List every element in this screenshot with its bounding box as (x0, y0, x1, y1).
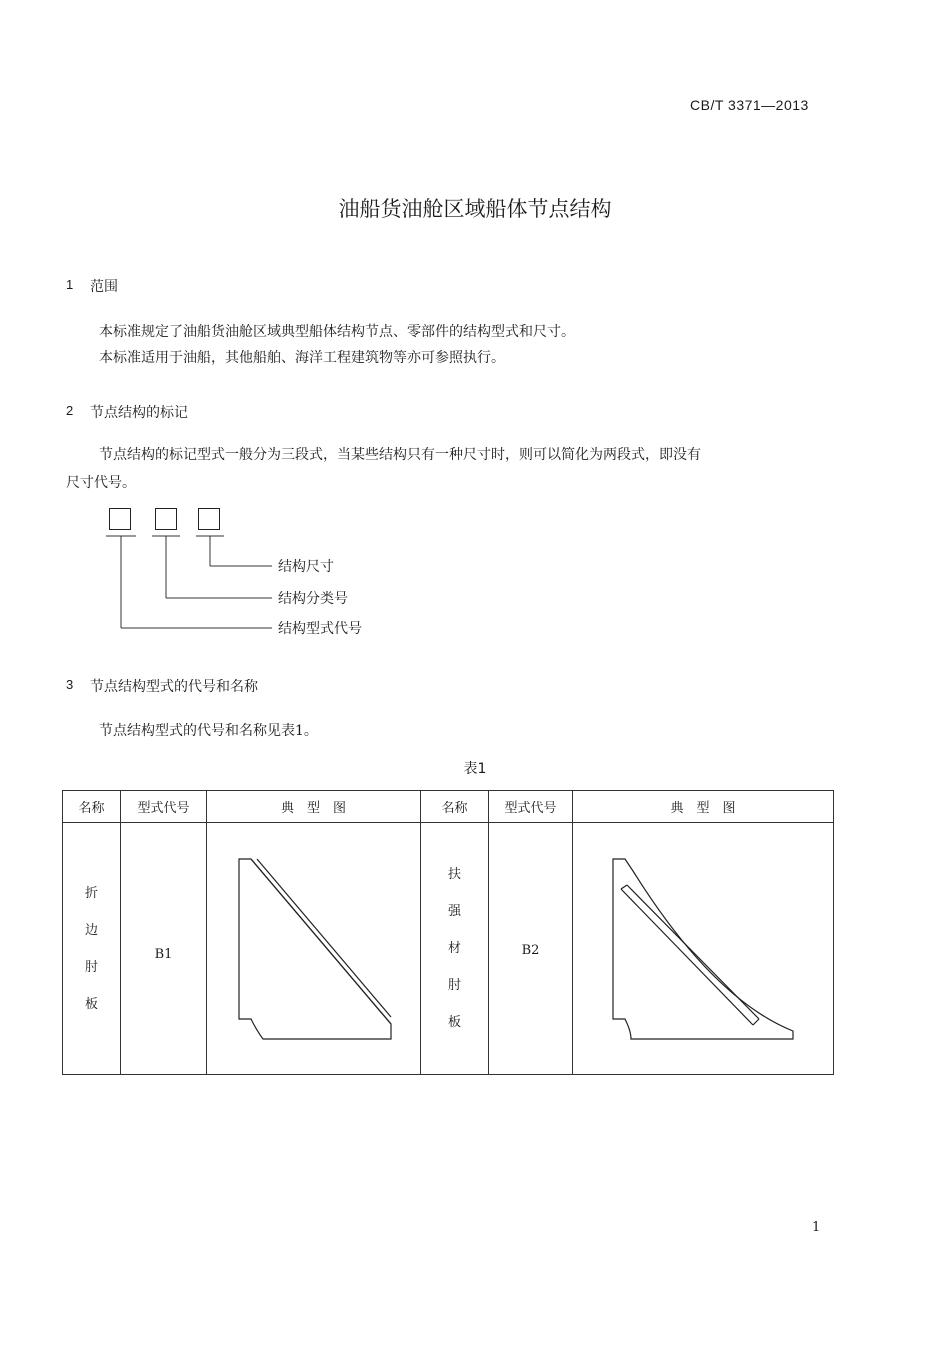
header-code-right: 型式代号 (489, 791, 573, 823)
page-number: 1 (812, 1220, 821, 1235)
header-name-left: 名称 (63, 791, 121, 823)
table-header-row (63, 791, 834, 823)
table-caption: 表1 (463, 761, 487, 777)
marker-label-size: 结构尺寸 (278, 559, 334, 575)
section-2-title: 节点结构的标记 (90, 405, 188, 421)
marker-label-class-number: 结构分类号 (278, 591, 348, 607)
marker-label-type-code: 结构型式代号 (278, 621, 362, 637)
section-2-paragraph-line-1: 节点结构的标记型式一般分为三段式，当某些结构只有一种尺寸时，则可以简化为两段式，即没有 (99, 447, 701, 463)
section-1-paragraph-2: 本标准适用于油船，其他船舶、海洋工程建筑物等亦可参照执行。 (99, 350, 505, 366)
section-2-number: 2 (66, 403, 74, 418)
section-1-title: 范围 (90, 279, 118, 295)
flanged-bracket-icon (229, 849, 399, 1049)
row-name-b1: 折边肘板 (63, 823, 121, 1075)
table-row (63, 823, 834, 1075)
section-3-paragraph: 节点结构型式的代号和名称见表1。 (99, 723, 318, 739)
header-figure-right: 典 型 图 (573, 791, 834, 823)
row-figure-b1 (207, 823, 421, 1075)
standard-code: CB/T 3371—2013 (690, 97, 809, 113)
section-2-paragraph-line-2: 尺寸代号。 (66, 475, 136, 491)
header-figure-left: 典 型 图 (207, 791, 421, 823)
row-code-b1: B1 (121, 823, 207, 1075)
marker-leader-lines (100, 530, 280, 635)
marker-box-class-number (155, 508, 177, 530)
marker-box-size (198, 508, 220, 530)
marker-box-type-code (109, 508, 131, 530)
document-title: 油船货油舱区域船体节点结构 (338, 197, 612, 221)
header-code-left: 型式代号 (121, 791, 207, 823)
section-3-title: 节点结构型式的代号和名称 (90, 679, 258, 695)
row-name-b2: 扶强材肘板 (421, 823, 489, 1075)
structure-type-table (62, 790, 834, 1075)
row-figure-b2 (573, 823, 834, 1075)
section-1-paragraph-1: 本标准规定了油船货油舱区域典型船体结构节点、零部件的结构型式和尺寸。 (99, 324, 575, 340)
stiffener-bracket-icon (603, 849, 803, 1049)
section-1-number: 1 (66, 277, 74, 292)
row-code-b2: B2 (489, 823, 573, 1075)
header-name-right: 名称 (421, 791, 489, 823)
section-3-number: 3 (66, 677, 74, 692)
